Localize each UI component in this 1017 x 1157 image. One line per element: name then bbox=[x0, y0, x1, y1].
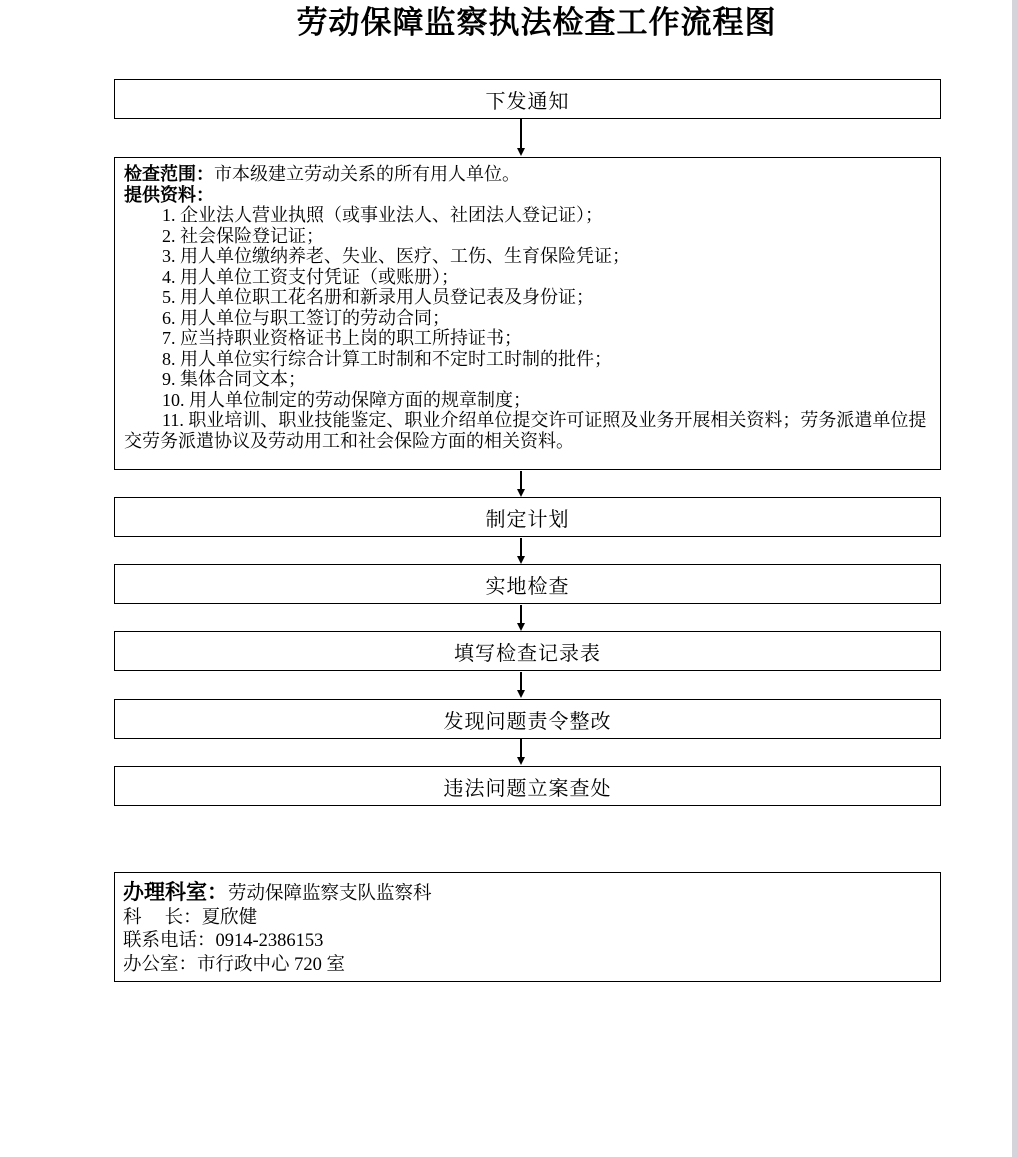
materials-label: 提供资料： bbox=[124, 184, 214, 205]
arrow-head bbox=[517, 623, 525, 631]
flow-step-onsite-inspection-label: 实地检查 bbox=[485, 575, 570, 598]
material-item: 1. 企业法人营业执照（或事业法人、社团法人登记证）； bbox=[162, 205, 603, 225]
material-item: 8. 用人单位实行综合计算工时制和不定时工时制的批件； bbox=[162, 348, 612, 369]
arrow-head bbox=[517, 148, 525, 156]
arrow-shaft bbox=[520, 119, 522, 149]
scope-line bbox=[124, 164, 930, 185]
material-item: 5. 用人单位职工花名册和新录用人员登记表及身份证； bbox=[162, 287, 594, 307]
chief-value: 夏欣健 bbox=[201, 907, 258, 928]
arrow-shaft bbox=[520, 471, 522, 490]
room-value: 市行政中心 720 室 bbox=[197, 954, 346, 975]
chief-label: 科 长： bbox=[123, 907, 202, 928]
material-item: 7. 应当持职业资格证书上岗的职工所持证书； bbox=[162, 328, 522, 348]
materials-label-line bbox=[124, 185, 930, 206]
flow-step-fill-record-form bbox=[114, 631, 941, 671]
arrow-head bbox=[517, 489, 525, 497]
flow-step-order-rectification-label: 发现问题责令整改 bbox=[443, 710, 612, 733]
material-item: 3. 用人单位缴纳养老、失业、医疗、工伤、生育保险凭证； bbox=[162, 246, 630, 266]
material-item: 6. 用人单位与职工签订的劳动合同； bbox=[162, 307, 450, 328]
phone-line bbox=[123, 930, 928, 954]
inspection-details-box bbox=[114, 157, 941, 470]
contact-info-box bbox=[114, 872, 941, 982]
scope-label: 检查范围： bbox=[124, 164, 214, 184]
flow-step-issue-notice-label: 下发通知 bbox=[485, 90, 570, 113]
arrow-head bbox=[517, 556, 525, 564]
page-edge-strip bbox=[1012, 0, 1017, 1157]
arrow-head bbox=[517, 757, 525, 765]
flow-step-issue-notice bbox=[114, 79, 941, 119]
flow-step-onsite-inspection bbox=[114, 564, 941, 604]
arrow-shaft bbox=[520, 538, 522, 557]
arrow-head bbox=[517, 690, 525, 698]
material-item: 11. 职业培训、职业技能鉴定、职业介绍单位提交许可证照及业务开展相关资料；劳务派遣单位提交劳务派遣协议及劳动用工和社会保险方面的相关资料。 bbox=[124, 410, 927, 451]
flow-step-file-case bbox=[114, 766, 941, 806]
arrow-shaft bbox=[520, 739, 522, 758]
material-item: 4. 用人单位工资支付凭证（或账册）； bbox=[162, 266, 459, 287]
phone-value: 0914-2386153 bbox=[215, 931, 324, 951]
office-value: 劳动保障监察支队监察科 bbox=[228, 884, 432, 904]
material-item: 9. 集体合同文本； bbox=[162, 369, 306, 389]
scope-text: 市本级建立劳动关系的所有用人单位。 bbox=[214, 164, 520, 184]
office-line bbox=[123, 881, 928, 907]
room-line bbox=[123, 954, 928, 978]
flow-step-fill-record-form-label: 填写检查记录表 bbox=[454, 642, 601, 665]
material-item: 10. 用人单位制定的劳动保障方面的规章制度； bbox=[162, 389, 531, 410]
arrow-shaft bbox=[520, 672, 522, 691]
flow-step-make-plan-label: 制定计划 bbox=[485, 508, 570, 531]
chief-line bbox=[123, 907, 928, 931]
material-item: 2. 社会保险登记证； bbox=[162, 225, 324, 246]
flow-step-file-case-label: 违法问题立案查处 bbox=[443, 777, 612, 800]
room-label: 办公室： bbox=[123, 954, 198, 975]
office-label: 办理科室： bbox=[123, 880, 228, 904]
page-title: 劳动保障监察执法检查工作流程图 bbox=[296, 5, 777, 40]
flow-step-order-rectification bbox=[114, 699, 941, 739]
arrow-shaft bbox=[520, 605, 522, 624]
phone-label: 联系电话： bbox=[123, 931, 216, 951]
flow-step-make-plan bbox=[114, 497, 941, 537]
